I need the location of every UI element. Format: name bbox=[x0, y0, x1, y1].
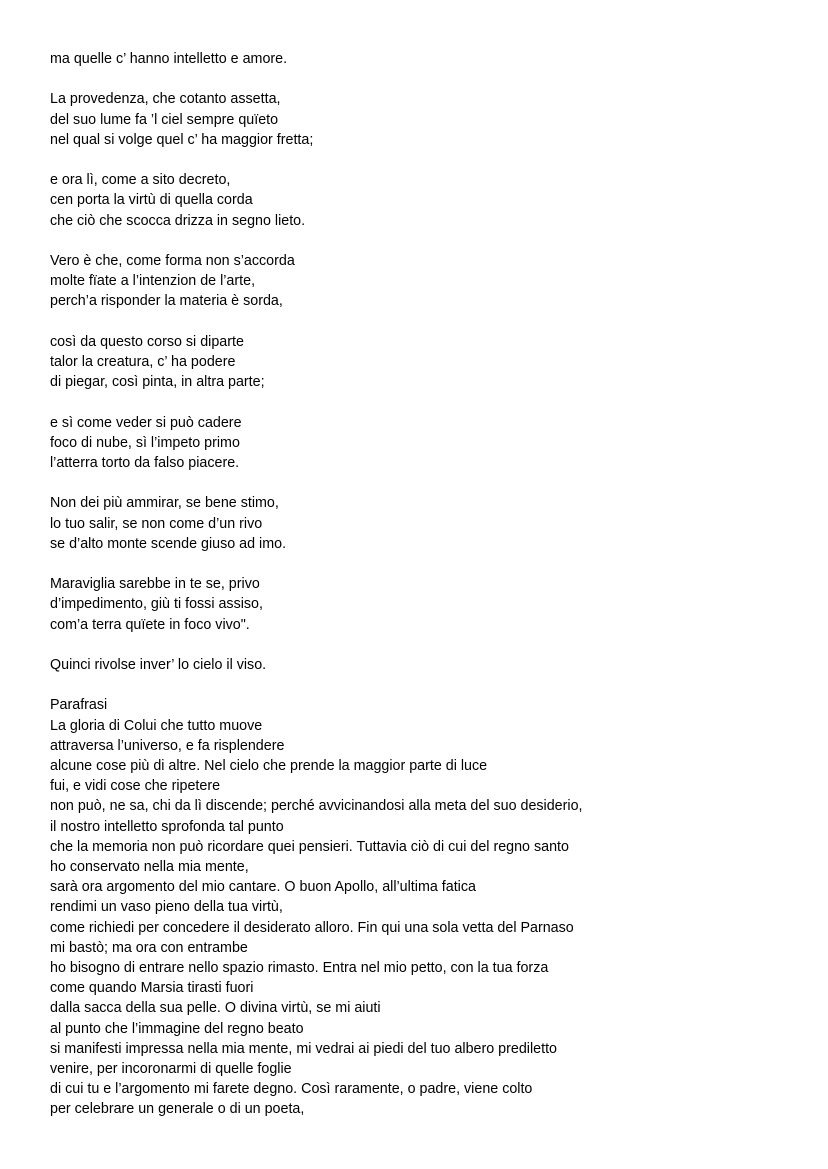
parafrasi-line: rendimi un vaso pieno della tua virtù, bbox=[50, 899, 283, 916]
parafrasi-line: di cui tu e l’argomento mi farete degno. Così raramente, o padre, viene colto bbox=[50, 1081, 533, 1098]
poem-line: molte fïate a l’intenzion de l’arte, bbox=[50, 273, 256, 290]
parafrasi-line: ho conservato nella mia mente, bbox=[50, 858, 249, 875]
parafrasi-line: come quando Marsia tirasti fuori bbox=[50, 980, 254, 997]
parafrasi-line: dalla sacca della sua pelle. O divina virtù, se mi aiuti bbox=[50, 1000, 381, 1017]
parafrasi-line: sarà ora argomento del mio cantare. O buon Apollo, all’ultima fatica bbox=[50, 879, 476, 896]
poem-stanza bbox=[50, 251, 790, 312]
poem-line: perch’a risponder la materia è sorda, bbox=[50, 293, 283, 310]
parafrasi-line: al punto che l’immagine del regno beato bbox=[50, 1020, 304, 1037]
parafrasi-line: fui, e vidi cose che ripetere bbox=[50, 778, 221, 795]
poem-line: cen porta la virtù di quella corda bbox=[50, 192, 253, 209]
poem-line: del suo lume fa ’l ciel sempre quïeto bbox=[50, 111, 279, 128]
poem-line: Quinci rivolse inver’ lo cielo il viso. bbox=[50, 656, 267, 673]
poem-line: Vero è che, come forma non s’accorda bbox=[50, 252, 295, 269]
poem-line: La provedenza, che cotanto assetta, bbox=[50, 91, 281, 108]
parafrasi-line: il nostro intelletto sprofonda tal punto bbox=[50, 818, 284, 835]
poem-stanza bbox=[50, 89, 790, 150]
poem-line: se d’alto monte scende giuso ad imo. bbox=[50, 535, 287, 552]
poem-line: e ora lì, come a sito decreto, bbox=[50, 172, 231, 189]
parafrasi-line: alcune cose più di altre. Nel cielo che prende la maggior parte di luce bbox=[50, 757, 488, 774]
parafrasi-line: mi bastò; ma ora con entrambe bbox=[50, 939, 248, 956]
poem-line: ma quelle c’ hanno intelletto e amore. bbox=[50, 51, 288, 67]
section-heading: Parafrasi bbox=[50, 697, 108, 714]
parafrasi-line: che la memoria non può ricordare quei pensieri. Tuttavia ciò di cui del regno santo bbox=[50, 838, 569, 855]
poem-stanza bbox=[50, 413, 790, 474]
poem-line: nel qual si volge quel c’ ha maggior fretta; bbox=[50, 131, 314, 148]
poem-line: Non dei più ammirar, se bene stimo, bbox=[50, 495, 279, 512]
parafrasi-line: per celebrare un generale o di un poeta, bbox=[50, 1101, 305, 1118]
poem-stanza bbox=[50, 493, 790, 554]
parafrasi-line: La gloria di Colui che tutto muove bbox=[50, 717, 263, 734]
parafrasi-section bbox=[50, 695, 790, 1119]
poem-line: foco di nube, sì l’impeto primo bbox=[50, 434, 240, 451]
parafrasi-line: ho bisogno di entrare nello spazio rimasto. Entra nel mio petto, con la tua forza bbox=[50, 960, 549, 976]
poem-stanza bbox=[50, 49, 790, 69]
poem-stanza bbox=[50, 655, 790, 675]
poem-line: talor la creatura, c’ ha podere bbox=[50, 353, 236, 370]
document-text bbox=[50, 49, 790, 1120]
poem-line: e sì come veder si può cadere bbox=[50, 414, 242, 431]
poem-line: d’impedimento, giù ti fossi assiso, bbox=[50, 596, 263, 613]
poem-line: l’atterra torto da falso piacere. bbox=[50, 454, 240, 471]
parafrasi-line: come richiedi per concedere il desiderato alloro. Fin qui una sola vetta del Parnaso bbox=[50, 919, 574, 936]
parafrasi-line: venire, per incoronarmi di quelle foglie bbox=[50, 1061, 292, 1078]
poem-line: lo tuo salir, se non come d’un rivo bbox=[50, 515, 263, 532]
poem-stanza bbox=[50, 332, 790, 393]
poem-stanza bbox=[50, 170, 790, 231]
parafrasi-line: si manifesti impressa nella mia mente, mi vedrai ai piedi del tuo albero prediletto bbox=[50, 1040, 557, 1057]
poem-line: di piegar, così pinta, in altra parte; bbox=[50, 374, 265, 391]
parafrasi-line: attraversa l’universo, e fa risplendere bbox=[50, 737, 285, 754]
parafrasi-line: non può, ne sa, chi da lì discende; perché avvicinandosi alla meta del suo desiderio, bbox=[50, 798, 583, 815]
poem-line: che ciò che scocca drizza in segno lieto. bbox=[50, 212, 306, 229]
poem-line: così da questo corso si diparte bbox=[50, 333, 244, 350]
poem-line: com’a terra quïete in foco vivo". bbox=[50, 616, 250, 633]
poem-line: Maraviglia sarebbe in te se, privo bbox=[50, 576, 260, 593]
poem-stanza bbox=[50, 574, 790, 635]
